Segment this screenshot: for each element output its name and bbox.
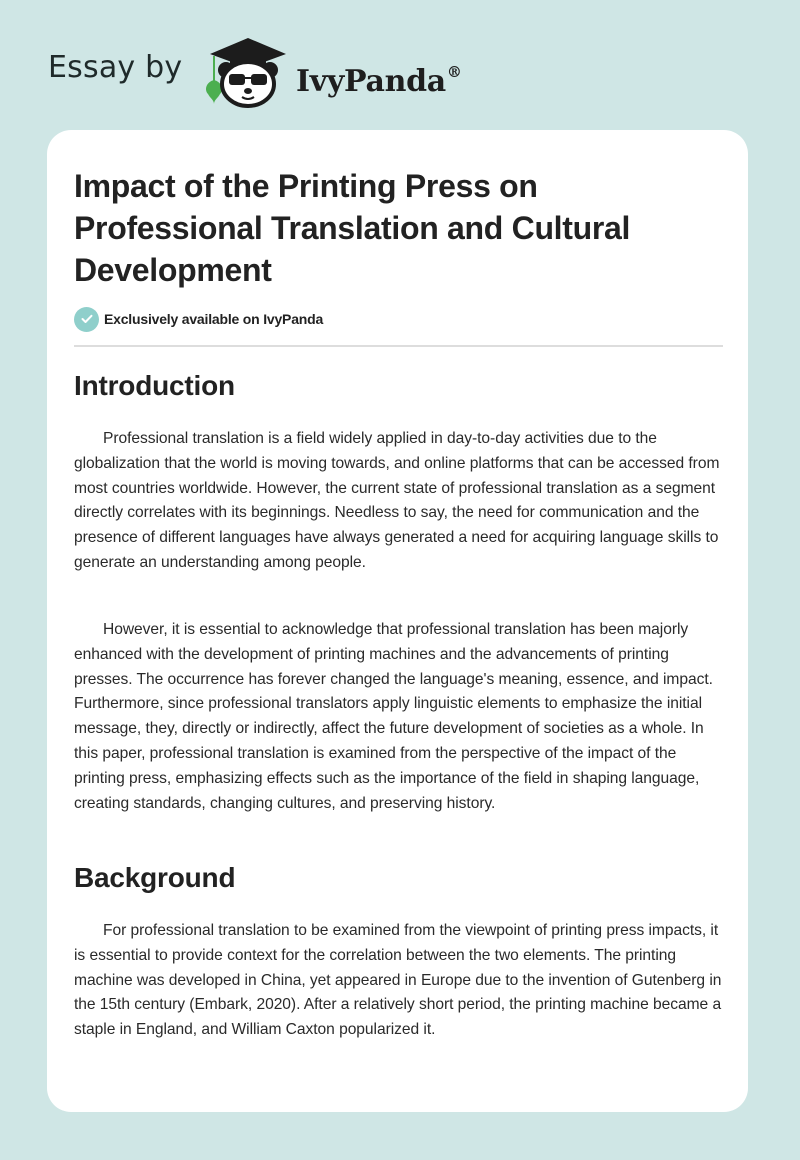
exclusive-badge	[74, 306, 323, 332]
paragraph: However, it is essential to acknowledge that professional translation has been majorly enhanced with the development of printing machines and the advancements of printing presses. The occurrence has forever changed the language's meaning, essence, and impact. Furthermore, since professional translators apply linguistic elements to emphasize the initial message, they, directly or indirectly, affect the future development of societies as a whole. In this paper, professional translation is examined from the perspective of the impact of the printing press, emphasizing effects such as the importance of the field in shaping language, creating standards, changing cultures, and preserving history.	[74, 621, 713, 812]
divider	[74, 345, 723, 347]
brand-text: IvyPanda	[296, 64, 446, 99]
section-heading-introduction: Introduction	[74, 370, 235, 401]
brand-name[interactable]	[296, 52, 462, 102]
essay-card	[47, 130, 748, 1112]
check-circle-icon	[74, 307, 99, 332]
paragraph: Professional translation is a field widely applied in day-to-day activities due to the globalization that the world is moving towards, and online platforms that can be accessed from most countries worldwide. However, the current state of professional translation as a segment directly correlates with its beginnings. Needless to say, the need for communication and the presence of different languages have always generated a need for acquiring language skills to generate an understanding among people.	[74, 430, 720, 571]
site-header	[0, 0, 800, 130]
exclusive-label: Exclusively available on IvyPanda	[104, 311, 324, 327]
paragraph: For professional translation to be examined from the viewpoint of printing press impacts, it is essential to provide context for the correlation between the two elements. The printing machine was developed in China, yet appeared in Europe due to the invention of Gutenberg in the 15th century (Embark, 2020). After a relatively short period, the printing machine became a staple in England, and William Caxton popularized it.	[74, 922, 722, 1039]
page-title: Impact of the Printing Press on Professional Translation and Cultural Development	[74, 168, 631, 288]
panda-logo-icon[interactable]	[202, 34, 294, 108]
essay-by-label: Essay by	[48, 50, 183, 85]
registered-mark: ®	[446, 63, 462, 81]
section-heading-background: Background	[74, 862, 236, 893]
